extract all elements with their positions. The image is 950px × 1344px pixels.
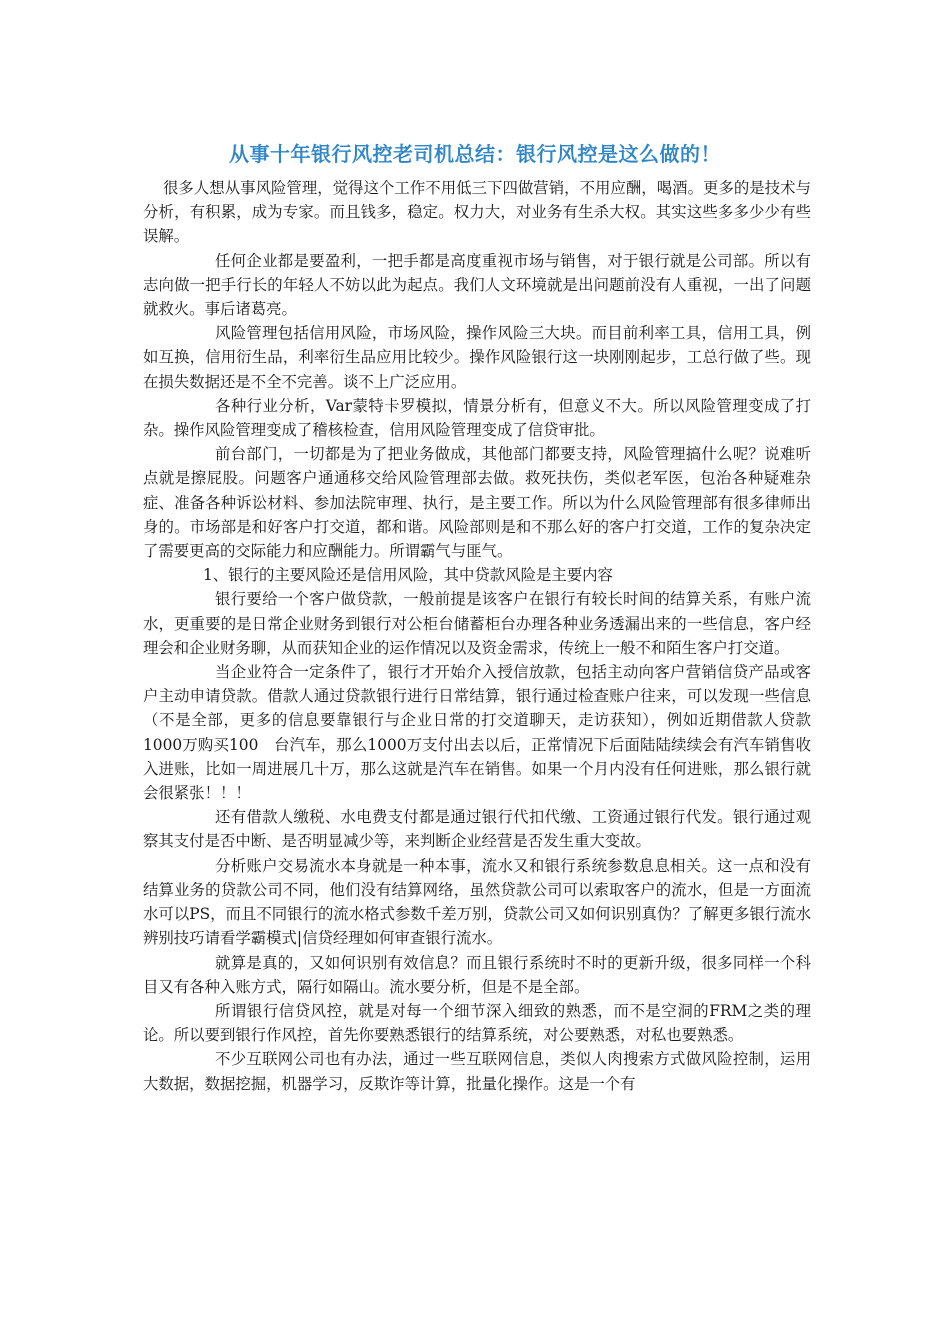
paragraph: 银行要给一个客户做贷款，一般前提是该客户在银行有较长时间的结算关系，有账户流水，更重要的是日常企业财务到银行对公柜台储蓄柜台办理各种业务透漏出来的一些信息，客户经理会和企业财务聊，从而获知企业的运作情况以及资金需求，传统上一般不和陌生客户打交道。 bbox=[143, 590, 811, 657]
paragraph: 不少互联网公司也有办法，通过一些互联网信息，类似人肉搜索方式做风险控制，运用大数据，数据挖掘，机器学习，反欺诈等计算，批量化操作。这是一个有 bbox=[143, 1050, 811, 1093]
paragraph: 风险管理包括信用风险，市场风险，操作风险三大块。而目前利率工具，信用工具，例如互换，信用衍生品，利率衍生品应用比较少。操作风险银行这一块刚刚起步，工总行做了些。现在损失数据还是不全不完善。谈不上广泛应用。 bbox=[143, 324, 811, 391]
paragraph: 前台部门，一切都是为了把业务做成，其他部门都要支持，风险管理搞什么呢？说难听点就是擦屁股。问题客户通通移交给风险管理部去做。救死扶伤，类似老军医，包治各种疑难杂症、准备各种诉讼材料、参加法院审理、执行，是主要工作。所以为什么风险管理部有很多律师出身的。市场部是和好客户打交道，都和谐。风险部则是和不那么好的客户打交道，工作的复杂决定了需要更高的交际能力和应酬能力。所谓霸气与匪气。 bbox=[143, 445, 811, 561]
section-heading: 1、银行的主要风险还是信用风险，其中贷款风险是主要内容 bbox=[203, 566, 613, 585]
paragraph: 所谓银行信贷风控，就是对每一个细节深入细致的熟悉，而不是空洞的FRM之类的理论。所以要到银行作风控，首先你要熟悉银行的结算系统，对公要熟悉，对私也要熟悉。 bbox=[143, 1001, 811, 1045]
paragraph: 还有借款人缴税、水电费支付都是通过银行代扣代缴、工资通过银行代发。银行通过观察其支付是否中断、是否明显减少等，来判断企业经营是否发生重大变故。 bbox=[143, 808, 811, 851]
paragraph: 很多人想从事风险管理，觉得这个工作不用低三下四做营销，不用应酬，喝酒。更多的是技术与分析，有积累，成为专家。而且钱多，稳定。权力大，对业务有生杀大权。其实这些多多少少有些误解。 bbox=[143, 179, 811, 246]
paragraph: 任何企业都是要盈利，一把手都是高度重视市场与销售，对于银行就是公司部。所以有志向做一把手行长的年轻人不妨以此为起点。我们人文环境就是出问题前没有人重视，一出了问题就救火。事后诸葛亮。 bbox=[143, 251, 811, 319]
document-title: 从事十年银行风控老司机总结：银行风控是这么做的！ bbox=[229, 142, 721, 166]
document-body bbox=[143, 176, 811, 1096]
paragraph: 就算是真的，又如何识别有效信息？而且银行系统时不时的更新升级，很多同样一个科目又有各种入账方式，隔行如隔山。流水要分析，但是不是全部。 bbox=[143, 953, 811, 996]
paragraph: 分析账户交易流水本身就是一种本事，流水又和银行系统参数息息相关。这一点和没有结算业务的贷款公司不同，他们没有结算网络，虽然贷款公司可以索取客户的流水，但是一方面流水可以PS，而且不同银行的流水格式参数千差万别，贷款公司又如何识别真伪？了解更多银行流水辨别技巧请看学霸模式|信贷经理如何审查银行流水。 bbox=[143, 856, 811, 948]
paragraph: 各种行业分析，Var蒙特卡罗模拟，情景分析有，但意义不大。所以风险管理变成了打杂。操作风险管理变成了稽核检查，信用风险管理变成了信贷审批。 bbox=[143, 396, 812, 440]
paragraph: 当企业符合一定条件了，银行才开始介入授信放款，包括主动向客户营销信贷产品或客户主动申请贷款。借款人通过贷款银行进行日常结算，银行通过检查账户往来，可以发现一些信息（不是全部，更多的信息要靠银行与企业日常的打交道聊天，走访获知），例如近期借款人贷款1000万购买100 台汽车，那么1000万支付出去以后，正常情况下后面陆陆续续会有汽车销售收入进账，比如一周进展几十万，那么这就是汽车在销售。如果一个月内没有任何进账，那么银行就会很紧张！！！ bbox=[143, 663, 811, 803]
